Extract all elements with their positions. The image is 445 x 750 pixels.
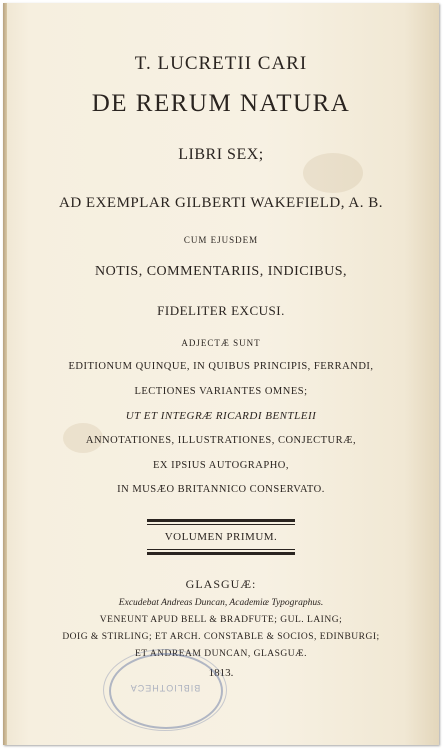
- volume-label: VOLUMEN PRIMUM.: [164, 531, 278, 543]
- library-stamp-text: BIBLIOTHECA: [129, 683, 201, 693]
- musaeo-line: IN MUSÆO BRITANNICO CONSERVATO.: [117, 484, 325, 495]
- rule-top-thin: [147, 524, 295, 525]
- imprint-year: 1813.: [208, 667, 234, 679]
- adjectae-line: ADJECTÆ SUNT: [181, 338, 261, 348]
- books-line: LIBRI SEX;: [178, 146, 264, 163]
- imprint-andream: ET ANDREAM DUNCAN, GLASGUÆ.: [135, 649, 307, 659]
- annotationes-line: ANNOTATIONES, ILLUSTRATIONES, CONJECTURÆ,: [85, 435, 357, 446]
- editionum-line: EDITIONUM QUINQUE, IN QUIBUS PRINCIPIS, FERRANDI,: [68, 361, 374, 372]
- rule-bottom-thick: [147, 552, 295, 555]
- imprint-printer: Excudebat Andreas Duncan, Academiæ Typographus.: [118, 598, 324, 608]
- author-name: T. LUCRETII CARI: [134, 53, 308, 74]
- fideliter-line: FIDELITER EXCUSI.: [157, 303, 285, 318]
- lectiones-line: LECTIONES VARIANTES OMNES;: [134, 386, 308, 397]
- bentleii-line: UT ET INTEGRÆ RICARDI BENTLEII: [125, 410, 317, 422]
- imprint-doig: DOIG & STIRLING; ET ARCH. CONSTABLE & SOCIOS, EDINBURGI;: [62, 632, 380, 642]
- autographo-line: EX IPSIUS AUTOGRAPHO,: [152, 460, 290, 471]
- work-title: DE RERUM NATURA: [91, 90, 351, 117]
- imprint-veneunt: VENEUNT APUD BELL & BRADFUTE; GUL. LAING;: [99, 615, 343, 625]
- cum-ejusdem-line: CUM EJUSDEM: [183, 235, 259, 245]
- exemplar-line: AD EXEMPLAR GILBERTI WAKEFIELD, A. B.: [59, 195, 383, 211]
- rule-top-thick: [147, 519, 295, 522]
- imprint-city: GLASGUÆ:: [185, 577, 257, 591]
- rule-bottom-thin: [147, 549, 295, 550]
- notis-line: NOTIS, COMMENTARIIS, INDICIBUS,: [95, 264, 347, 279]
- title-page: [3, 3, 439, 745]
